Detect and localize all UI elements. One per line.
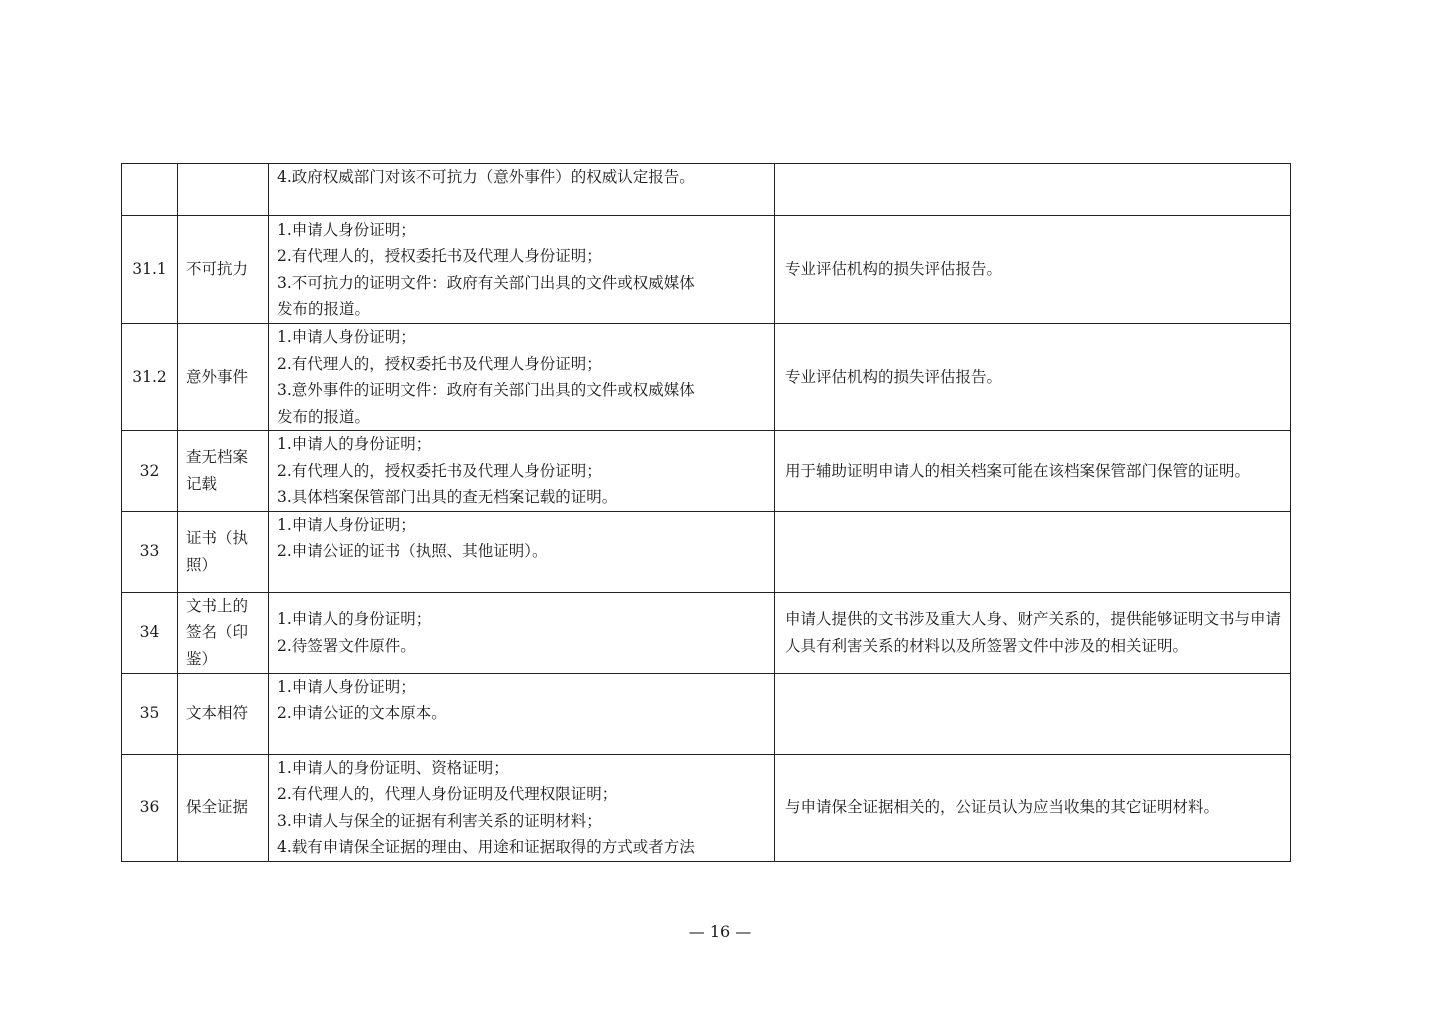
row-supplement xyxy=(775,511,1291,592)
requirement-line: 1.申请人的身份证明、资格证明； xyxy=(277,758,509,777)
row-item: 文本相符 xyxy=(178,673,269,754)
row-supplement: 申请人提供的文书涉及重大人身、财产关系的，提供能够证明文书与申请人具有利害关系的材料以及所签署文件中涉及的相关证明。 xyxy=(775,592,1291,673)
row-item: 查无档案记载 xyxy=(178,431,269,512)
table-row xyxy=(122,431,1291,512)
table-row xyxy=(122,164,1291,216)
requirements-table xyxy=(121,163,1291,862)
requirement-line: 发布的报道。 xyxy=(277,407,371,426)
row-number: 35 xyxy=(122,673,178,754)
row-supplement xyxy=(775,164,1291,216)
table-row xyxy=(122,673,1291,754)
row-requirements xyxy=(269,431,775,512)
requirement-line: 2.待签署文件原件。 xyxy=(277,636,416,655)
requirement-line: 3.不可抗力的证明文件：政府有关部门出具的文件或权威媒体 xyxy=(277,273,695,292)
row-requirements xyxy=(269,673,775,754)
row-number: 31.1 xyxy=(122,216,178,324)
row-requirements xyxy=(269,216,775,324)
row-requirements xyxy=(269,511,775,592)
requirement-line: 2.有代理人的，代理人身份证明及代理权限证明； xyxy=(277,785,618,803)
requirement-line: 1.申请人身份证明； xyxy=(277,220,416,239)
row-number: 31.2 xyxy=(122,324,178,431)
row-item: 文书上的签名（印鉴） xyxy=(178,592,269,673)
requirement-line: 1.申请人的身份证明； xyxy=(277,610,432,628)
requirement-line: 1.申请人身份证明； xyxy=(277,677,416,696)
row-supplement xyxy=(775,673,1291,754)
row-requirements xyxy=(269,164,775,216)
row-item xyxy=(178,164,269,216)
requirement-line: 发布的报道。 xyxy=(277,300,371,318)
row-number: 34 xyxy=(122,592,178,673)
requirement-line: 2.申请公证的证书（执照、其他证明）。 xyxy=(277,542,548,560)
requirement-line: 1.申请人的身份证明； xyxy=(277,435,432,453)
row-supplement: 专业评估机构的损失评估报告。 xyxy=(775,216,1291,324)
table-row xyxy=(122,216,1291,324)
row-number xyxy=(122,164,178,216)
requirement-line: 4.载有申请保全证据的理由、用途和证据取得的方式或者方法 xyxy=(277,838,695,856)
table-row xyxy=(122,592,1291,673)
table-row xyxy=(122,324,1291,431)
row-requirements xyxy=(269,754,775,861)
requirement-line: 2.有代理人的，授权委托书及代理人身份证明； xyxy=(277,247,602,265)
row-supplement: 用于辅助证明申请人的相关档案可能在该档案保管部门保管的证明。 xyxy=(775,431,1291,512)
row-number: 33 xyxy=(122,511,178,592)
page-number: — 16 — xyxy=(688,922,752,941)
row-supplement: 专业评估机构的损失评估报告。 xyxy=(775,324,1291,431)
requirement-line: 4.政府权威部门对该不可抗力（意外事件）的权威认定报告。 xyxy=(277,168,695,186)
requirement-line: 3.具体档案保管部门出具的查无档案记载的证明。 xyxy=(277,488,618,506)
requirement-line: 1.申请人身份证明； xyxy=(277,515,416,534)
requirement-line: 2.有代理人的，授权委托书及代理人身份证明； xyxy=(277,461,602,480)
row-item: 证书（执照） xyxy=(178,511,269,592)
row-number: 36 xyxy=(122,754,178,861)
table-row xyxy=(122,754,1291,861)
row-number: 32 xyxy=(122,431,178,512)
requirement-line: 1.申请人身份证明； xyxy=(277,328,416,346)
row-supplement: 与申请保全证据相关的，公证员认为应当收集的其它证明材料。 xyxy=(775,754,1291,861)
row-item: 不可抗力 xyxy=(178,216,269,324)
row-item: 保全证据 xyxy=(178,754,269,861)
requirement-line: 2.有代理人的，授权委托书及代理人身份证明； xyxy=(277,354,602,373)
table-row xyxy=(122,511,1291,592)
row-item: 意外事件 xyxy=(178,324,269,431)
row-requirements xyxy=(269,592,775,673)
requirement-line: 2.申请公证的文本原本。 xyxy=(277,704,447,722)
row-requirements xyxy=(269,324,775,431)
requirement-line: 3.意外事件的证明文件：政府有关部门出具的文件或权威媒体 xyxy=(277,381,695,399)
requirement-line: 3.申请人与保全的证据有利害关系的证明材料； xyxy=(277,811,602,830)
